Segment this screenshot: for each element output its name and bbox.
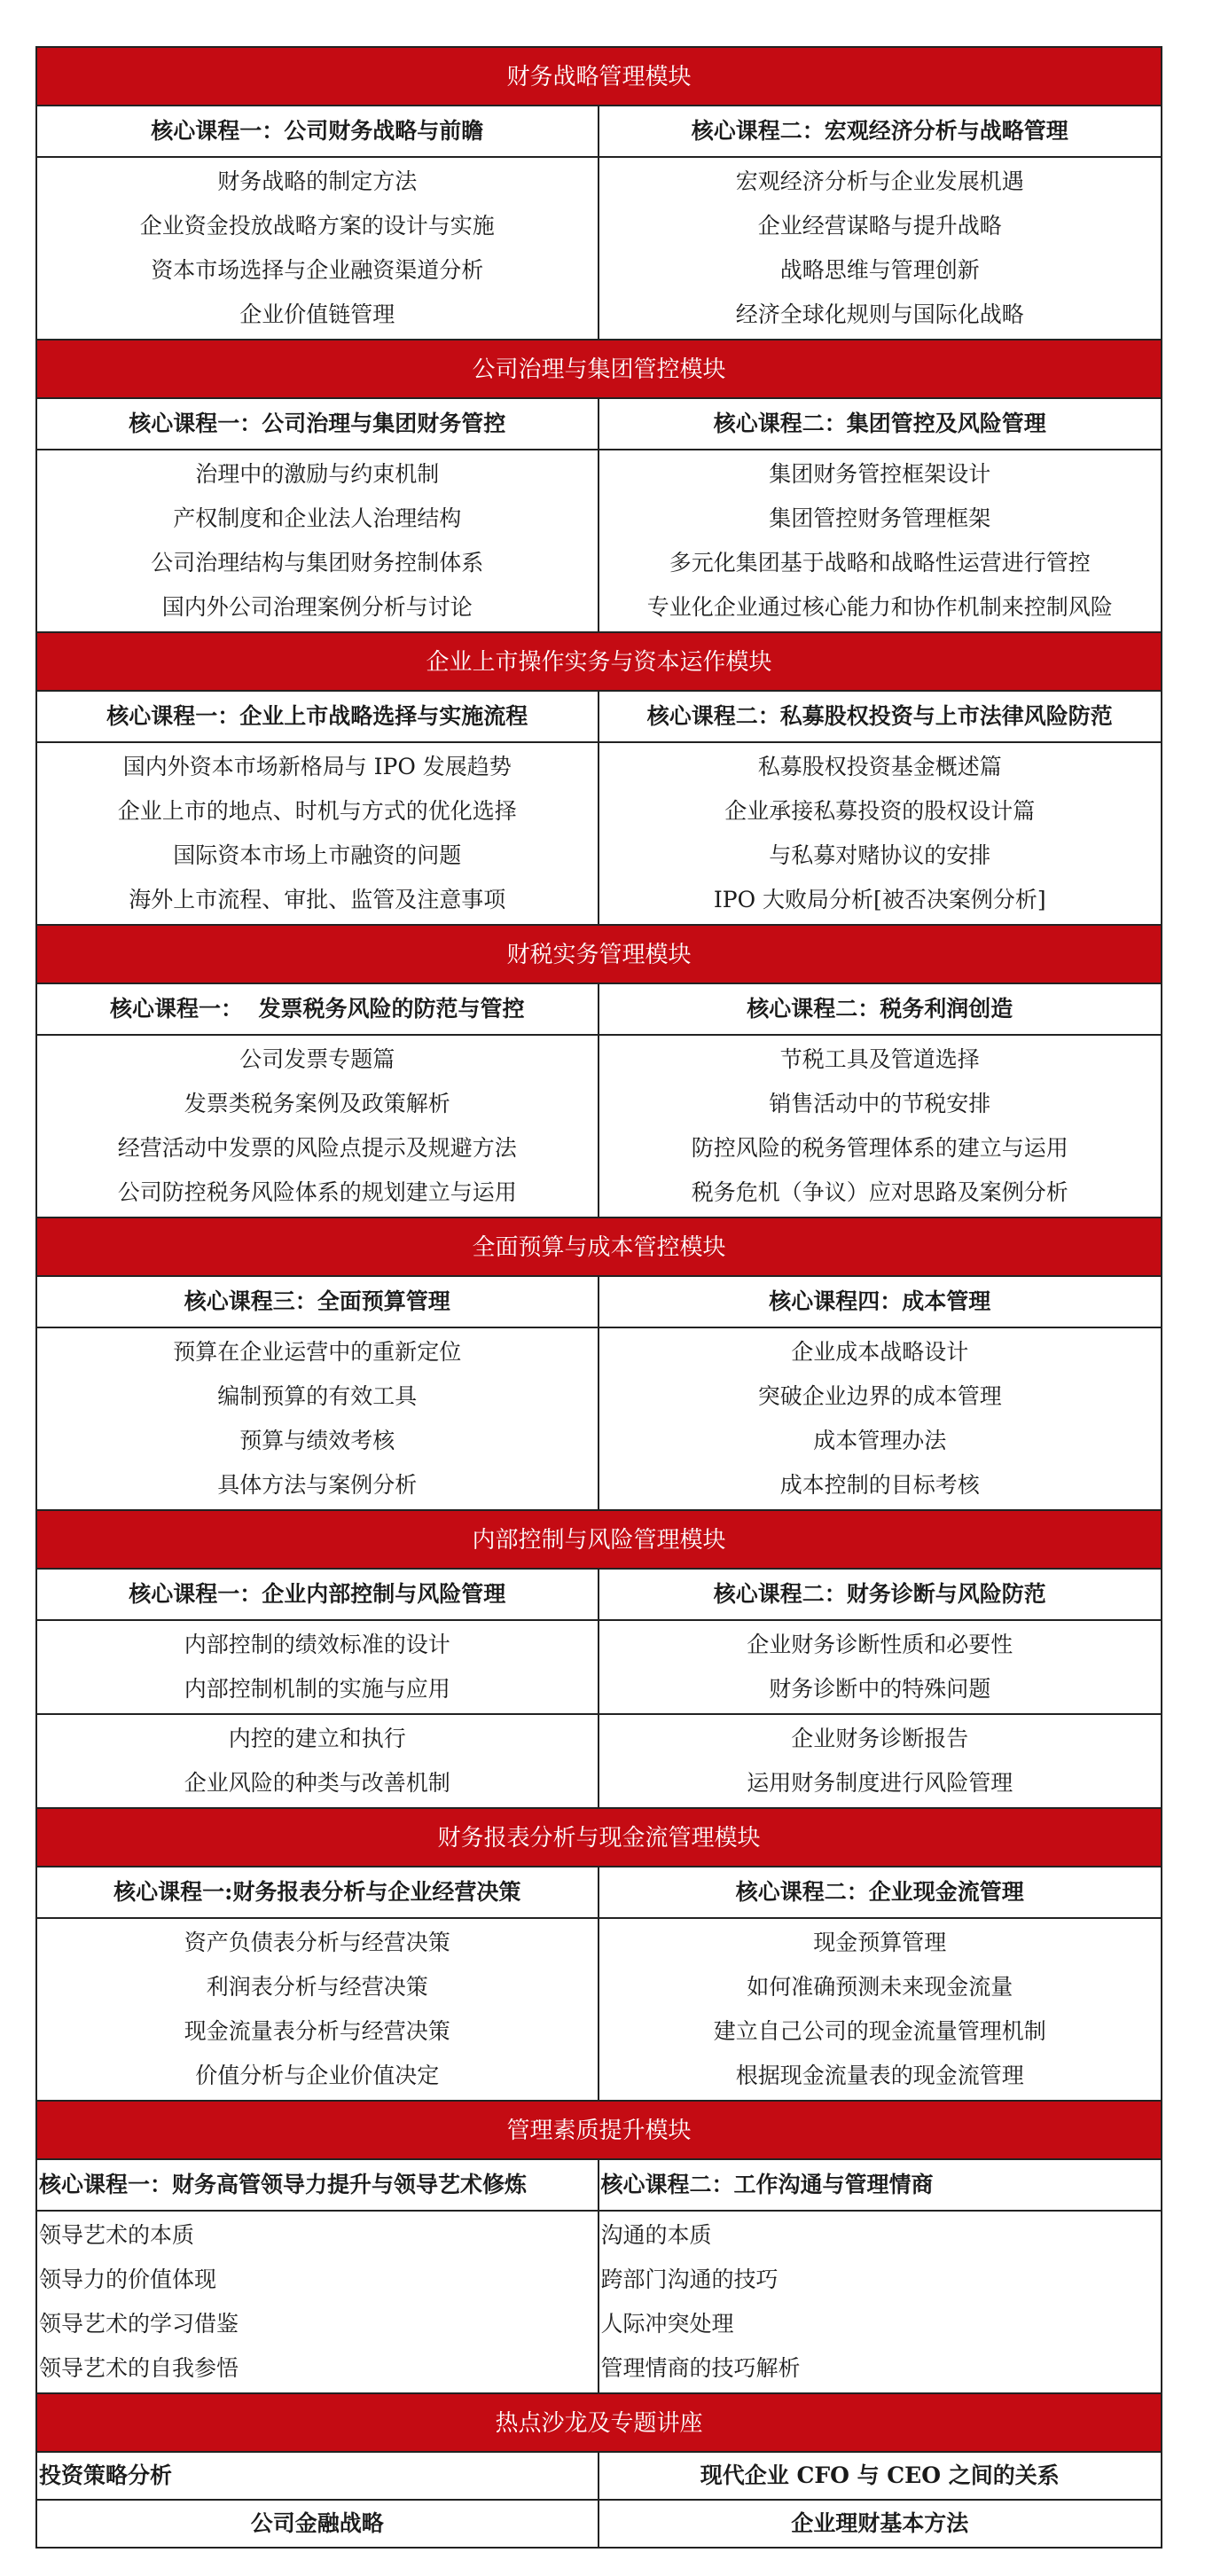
- course-items-row: [37, 1715, 1161, 1809]
- list-item: 企业财务诊断性质和必要性: [747, 1632, 1013, 1657]
- salon-row: [37, 2501, 1161, 2547]
- right-course-header: 核心课程二：宏观经济分析与战略管理: [691, 118, 1068, 144]
- list-item: 国内外公司治理案例分析与讨论: [161, 594, 473, 620]
- course-header-row: [37, 106, 1161, 158]
- right-course-header: 核心课程四：成本管理: [769, 1288, 991, 1314]
- list-item: 领导力的价值体现: [39, 2267, 217, 2292]
- list-item: 编制预算的有效工具: [217, 1383, 418, 1409]
- list-item: 集团财务管控框架设计: [769, 461, 991, 487]
- course-header-row: [37, 2160, 1161, 2212]
- salon-topic: 公司金融战略: [37, 2501, 599, 2547]
- salon-topic: 现代企业 CFO 与 CEO 之间的关系: [700, 2462, 1060, 2488]
- list-item: 私募股权投资基金概述篇: [757, 754, 1002, 779]
- salon-topic: 投资策略分析: [37, 2453, 599, 2499]
- course-items-row: [37, 1328, 1161, 1511]
- course-table-part-1: [35, 46, 1162, 1715]
- list-item: 跨部门沟通的技巧: [600, 2267, 779, 2292]
- list-item: 销售活动中的节税安排: [769, 1091, 991, 1116]
- course-items-row: [37, 450, 1161, 633]
- list-item: 税务危机（争议）应对思路及案例分析: [691, 1179, 1068, 1205]
- right-course-header: 核心课程二：企业现金流管理: [735, 1879, 1024, 1905]
- module-title: 全面预算与成本管控模块: [37, 1218, 1161, 1277]
- list-item: 预算与绩效考核: [239, 1428, 395, 1453]
- list-item: 发票类税务案例及政策解析: [184, 1091, 450, 1116]
- list-item: 人际冲突处理: [600, 2311, 734, 2337]
- list-item: 现金流量表分析与经营决策: [184, 2018, 450, 2044]
- right-course-header: 核心课程二：私募股权投资与上市法律风险防范: [646, 703, 1113, 729]
- list-item: 节税工具及管道选择: [779, 1046, 980, 1072]
- module-title: 热点沙龙及专题讲座: [37, 2394, 1161, 2453]
- course-items-row: [37, 1621, 1161, 1713]
- list-item: 根据现金流量表的现金流管理: [735, 2063, 1024, 2088]
- course-header-row: [37, 1867, 1161, 1919]
- list-item: 公司治理结构与集团财务控制体系: [151, 550, 484, 575]
- list-item: 企业风险的种类与改善机制: [184, 1770, 450, 1796]
- list-item: 多元化集团基于战略和战略性运营进行管控: [669, 550, 1091, 575]
- module-title: 财务报表分析与现金流管理模块: [37, 1809, 1161, 1867]
- right-course-header: 核心课程二：集团管控及风险管理: [713, 411, 1046, 436]
- module-title: 企业上市操作实务与资本运作模块: [37, 633, 1161, 692]
- module-title: 公司治理与集团管控模块: [37, 341, 1161, 399]
- list-item: 建立自己公司的现金流量管理机制: [713, 2018, 1046, 2044]
- course-items-row: [37, 1036, 1161, 1218]
- course-header-row: [37, 984, 1161, 1036]
- list-item: 突破企业边界的成本管理: [757, 1383, 1002, 1409]
- list-item: 经营活动中发票的风险点提示及规避方法: [117, 1135, 517, 1161]
- left-course-header: 核心课程一： 发票税务风险的防范与管控: [37, 984, 599, 1034]
- list-item: 利润表分析与经营决策: [206, 1974, 428, 2000]
- course-items-row: [37, 2212, 1161, 2394]
- course-items-row: [37, 158, 1161, 341]
- list-item: 治理中的激励与约束机制: [195, 461, 440, 487]
- module-title: 管理素质提升模块: [37, 2102, 1161, 2160]
- left-course-header: 核心课程三：全面预算管理: [37, 1277, 599, 1327]
- module-title: 内部控制与风险管理模块: [37, 1511, 1161, 1570]
- list-item: 领导艺术的本质: [39, 2222, 195, 2248]
- list-item: IPO 大败局分析[被否决案例分析]: [713, 887, 1046, 912]
- list-item: 企业承接私募投资的股权设计篇: [724, 798, 1036, 824]
- list-item: 企业经营谋略与提升战略: [757, 213, 1002, 239]
- salon-topic: 企业理财基本方法: [791, 2510, 969, 2536]
- list-item: 内部控制的绩效标准的设计: [184, 1632, 450, 1657]
- course-items-row: [37, 743, 1161, 926]
- list-item: 现金预算管理: [813, 1930, 947, 1955]
- list-item: 海外上市流程、审批、监管及注意事项: [129, 887, 506, 912]
- right-course-header: 核心课程二：税务利润创造: [747, 996, 1013, 1022]
- list-item: 领导艺术的学习借鉴: [39, 2311, 239, 2337]
- list-item: 内控的建立和执行: [228, 1726, 406, 1751]
- list-item: 资产负债表分析与经营决策: [184, 1930, 450, 1955]
- list-item: 成本控制的目标考核: [779, 1472, 980, 1498]
- module-title: 财税实务管理模块: [37, 926, 1161, 984]
- course-table-part-2: [35, 1713, 1162, 2549]
- list-item: 具体方法与案例分析: [217, 1472, 418, 1498]
- course-header-row: [37, 692, 1161, 743]
- list-item: 企业上市的地点、时机与方式的优化选择: [117, 798, 517, 824]
- list-item: 运用财务制度进行风险管理: [747, 1770, 1013, 1796]
- left-course-header: 核心课程一：财务高管领导力提升与领导艺术修炼: [37, 2160, 599, 2210]
- list-item: 宏观经济分析与企业发展机遇: [735, 168, 1024, 194]
- course-header-row: [37, 1277, 1161, 1328]
- list-item: 财务战略的制定方法: [217, 168, 418, 194]
- course-header-row: [37, 399, 1161, 450]
- list-item: 预算在企业运营中的重新定位: [173, 1339, 462, 1365]
- left-course-header: 核心课程一：企业内部控制与风险管理: [37, 1570, 599, 1619]
- list-item: 公司防控税务风险体系的规划建立与运用: [117, 1179, 517, 1205]
- list-item: 公司发票专题篇: [239, 1046, 395, 1072]
- list-item: 国内外资本市场新格局与 IPO 发展趋势: [122, 754, 512, 779]
- salon-row: [37, 2453, 1161, 2501]
- list-item: 内部控制机制的实施与应用: [184, 1676, 450, 1702]
- list-item: 领导艺术的自我参悟: [39, 2355, 239, 2381]
- list-item: 产权制度和企业法人治理结构: [173, 505, 462, 531]
- list-item: 财务诊断中的特殊问题: [769, 1676, 991, 1702]
- list-item: 国际资本市场上市融资的问题: [173, 842, 462, 868]
- module-title: 财务战略管理模块: [37, 48, 1161, 106]
- list-item: 集团管控财务管理框架: [769, 505, 991, 531]
- list-item: 战略思维与管理创新: [779, 257, 980, 283]
- left-course-header: 核心课程一：公司财务战略与前瞻: [37, 106, 599, 156]
- right-course-header: 核心课程二：财务诊断与风险防范: [713, 1581, 1046, 1607]
- list-item: 价值分析与企业价值决定: [195, 2063, 440, 2088]
- list-item: 与私募对赌协议的安排: [769, 842, 991, 868]
- list-item: 企业财务诊断报告: [791, 1726, 969, 1751]
- list-item: 资本市场选择与企业融资渠道分析: [151, 257, 484, 283]
- list-item: 防控风险的税务管理体系的建立与运用: [691, 1135, 1068, 1161]
- list-item: 成本管理办法: [813, 1428, 947, 1453]
- list-item: 专业化企业通过核心能力和协作机制来控制风险: [646, 594, 1113, 620]
- left-course-header: 核心课程一：企业上市战略选择与实施流程: [37, 692, 599, 741]
- right-course-header: 核心课程二：工作沟通与管理情商: [600, 2172, 934, 2197]
- left-course-header: 核心课程一:财务报表分析与企业经营决策: [37, 1867, 599, 1917]
- list-item: 沟通的本质: [600, 2222, 712, 2248]
- list-item: 管理情商的技巧解析: [600, 2355, 801, 2381]
- left-course-header: 核心课程一：公司治理与集团财务管控: [37, 399, 599, 449]
- course-items-row: [37, 1919, 1161, 2102]
- list-item: 经济全球化规则与国际化战略: [735, 301, 1024, 327]
- course-header-row: [37, 1570, 1161, 1621]
- list-item: 企业价值链管理: [239, 301, 395, 327]
- list-item: 企业成本战略设计: [791, 1339, 969, 1365]
- list-item: 企业资金投放战略方案的设计与实施: [139, 213, 495, 239]
- list-item: 如何准确预测未来现金流量: [747, 1974, 1013, 2000]
